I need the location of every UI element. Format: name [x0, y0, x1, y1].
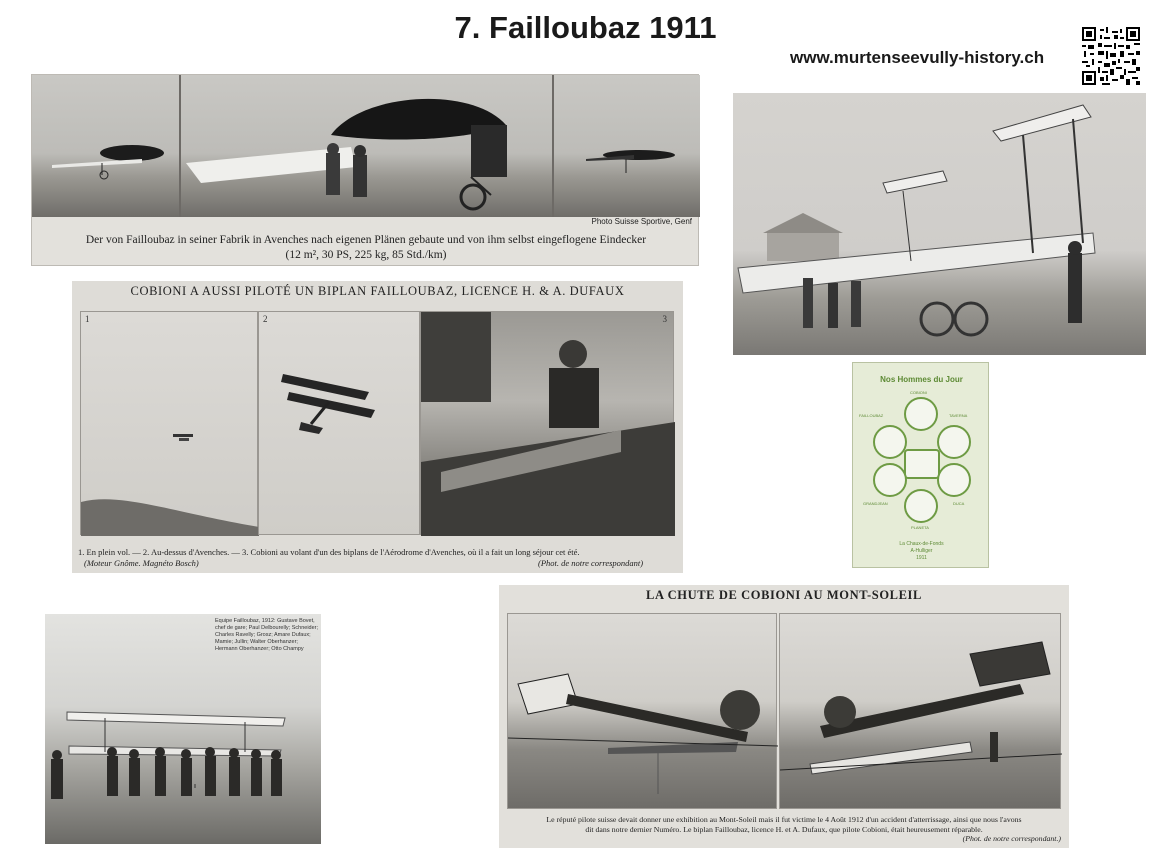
caption-line-1: Der von Failloubaz in seiner Fabrik in Avenches nach eigenen Plänen gebaute und von ihm selbst eingeflogene Eindecker	[85, 234, 647, 246]
photo-crash-left	[507, 613, 777, 809]
portrait-cobioni	[904, 397, 938, 431]
page-title: 7. Failloubaz 1911	[454, 10, 717, 45]
article-heading: COBIONI A AUSSI PILOTÉ UN BIPLAN FAILLOUBAZ, LICENCE H. & A. DUFAUX	[130, 284, 625, 298]
biplane-hangar-icon	[733, 93, 1146, 355]
distant-plane-icon	[81, 312, 259, 536]
figure-number: 2	[263, 314, 268, 324]
wrecked-biplane-icon	[780, 614, 1062, 810]
photo-equipe-failloubaz	[45, 614, 321, 844]
portrait-grandjean	[873, 463, 907, 497]
pilot-in-cockpit-icon	[421, 312, 675, 536]
caption-line-1: Le réputé pilote suisse devait donner une exhibition au Mont-Soleil mais il fut victime le 4 Août 1912 d'un accident d'atterrissage, ainsi que nous l'avons	[546, 815, 1022, 824]
caption-line-2: dit dans notre dernier Numéro. Le biplan Failloubaz, licence H. et A. Dufaux, que pilote Cobioni, était heureusement réparable.	[585, 825, 983, 834]
name-label: DUCA	[953, 501, 965, 506]
photo-credit: Photo Suisse Sportive, Genf	[591, 217, 692, 226]
photo-monoplane-left	[32, 75, 179, 217]
name-label: PLANETA	[911, 525, 929, 530]
postcard-place: La Chaux-de-Fonds	[899, 541, 944, 547]
portrait-taverna	[937, 425, 971, 459]
caption-photo-credit: (Phot. de notre correspondant)	[538, 558, 644, 568]
article-heading: LA CHUTE DE COBIONI AU MONT-SOLEIL	[646, 588, 922, 602]
portrait-failloubaz	[873, 425, 907, 459]
website-url[interactable]: www.murtenseevully-history.ch	[790, 48, 1045, 67]
portrait-center-view	[904, 449, 940, 479]
postcard-title: Nos Hommes du Jour	[880, 375, 963, 384]
photo-in-flight	[80, 311, 258, 535]
monoplane-flying-icon	[554, 75, 700, 217]
portrait-duca	[937, 463, 971, 497]
monoplane-small-icon	[32, 75, 179, 217]
postcard-nos-hommes-du-jour	[852, 362, 989, 568]
postcard-year: 1911	[916, 555, 927, 561]
figure-number: 1	[85, 314, 90, 324]
name-label: COBIONI	[910, 390, 927, 395]
photo-monoplane-triptych	[31, 74, 699, 266]
caption-photo-credit: (Phot. de notre correspondant.)	[962, 834, 1061, 843]
wrecked-biplane-icon	[508, 614, 778, 810]
qr-code-icon	[1082, 27, 1140, 85]
article-chute-mont-soleil	[499, 585, 1069, 848]
photo-caption: Equipe Failloubaz, 1912: Gustave Bovet, chef de gare; Paul Delbourelly; Schneider; Charles Ravelly; Grosz; Amare Dufaux; Mamie; Jullin; Walter Oberhanzer; Hermann Oberhanzer; Otto Champy	[215, 618, 319, 652]
article-cobioni-biplane	[72, 281, 683, 573]
monoplane-large-icon	[181, 75, 552, 217]
biplane-overhead-icon	[259, 312, 421, 536]
photo-cobioni-at-wheel	[420, 311, 674, 535]
name-label: FAILLOUBAZ	[859, 413, 884, 418]
caption-engine: (Moteur Gnôme. Magnéto Bosch)	[84, 558, 199, 568]
name-label: GRANDJEAN	[863, 501, 888, 506]
photo-biplane-group	[733, 93, 1146, 355]
name-label: TAVERNA	[949, 413, 968, 418]
photo-monoplane-center	[181, 75, 552, 217]
figure-number: 3	[662, 314, 667, 324]
portrait-planeta	[904, 489, 938, 523]
caption-line-2: (12 m², 30 PS, 225 kg, 85 Std./km)	[285, 249, 447, 261]
photo-monoplane-right	[554, 75, 700, 217]
caption-line-1: 1. En plein vol. — 2. Au-dessus d'Avenches. — 3. Cobioni au volant d'un des biplans de l'Aérodrome d'Avenches, où il a fait un long séjour cet été.	[78, 547, 580, 557]
photo-above-avenches	[258, 311, 420, 535]
photo-crash-right	[779, 613, 1061, 809]
postcard-publisher: A-Hulliger	[910, 548, 933, 554]
